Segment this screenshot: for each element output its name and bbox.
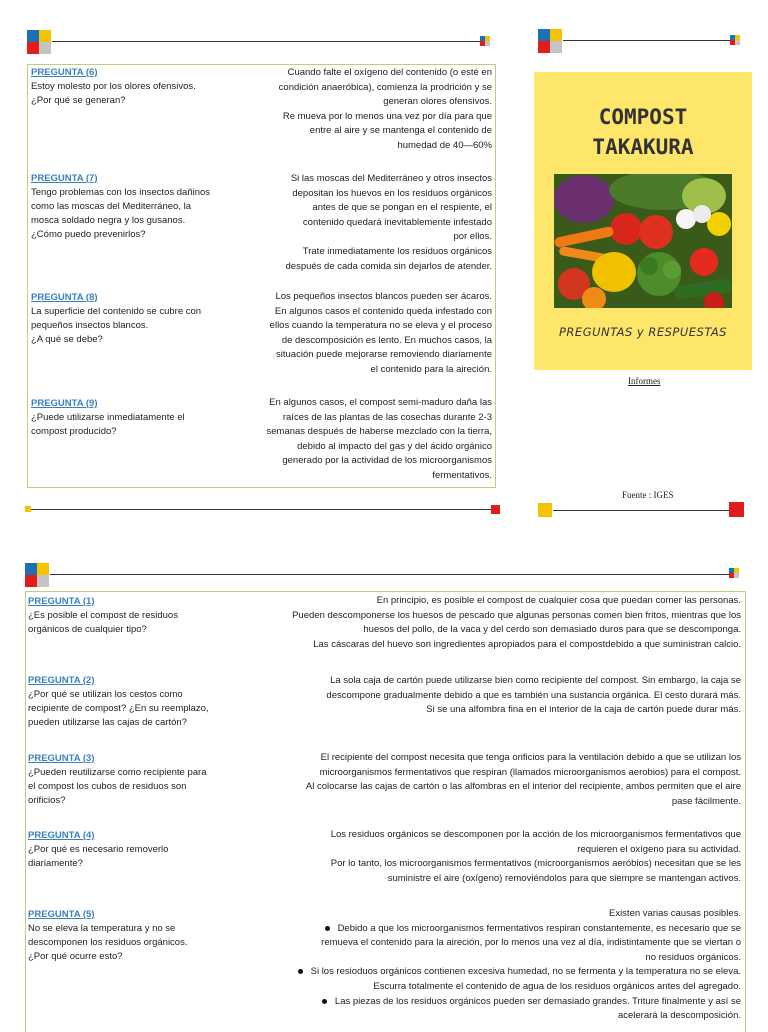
cover-footer-rule bbox=[553, 510, 729, 511]
cover-subtitle: PREGUNTAS y RESPUESTAS bbox=[559, 325, 727, 339]
answer-line: En algunos casos el contenido queda infestado con bbox=[274, 305, 492, 317]
answer-line: Los residuos orgánicos se descomponen por la acción de los microorganismos fermentativos que bbox=[330, 829, 741, 840]
question-text: orgánicos de cualquier tipo? bbox=[28, 624, 147, 635]
answer-line: condición anaeróbica), comienza la prodrición y se bbox=[278, 81, 492, 93]
question-text: No se eleva la temperatura y no se bbox=[28, 923, 176, 934]
deco-square-blue bbox=[27, 30, 39, 42]
cover-deco-yellow bbox=[550, 29, 562, 41]
cover-deco-blue bbox=[538, 29, 550, 41]
question-text: ¿Pueden reutilizarse como recipiente para bbox=[28, 767, 207, 778]
question-text: ¿A qué se debe? bbox=[31, 334, 103, 345]
question-text: ¿Cómo puedo prevenirlos? bbox=[31, 229, 146, 240]
answer-line: semanas después de haberse mezclado con la tierra, bbox=[266, 426, 492, 438]
answer-line: acelerará la descomposición. bbox=[617, 1010, 741, 1022]
answer-bullet bbox=[238, 995, 741, 1010]
question-8 bbox=[31, 291, 246, 347]
answer-line: huesos del pollo, de la vaca y del cerdo son demasiado duros para que se descomponga. bbox=[363, 624, 741, 636]
question-text: Estoy molesto por los olores ofensivos. bbox=[31, 81, 196, 92]
informes-link[interactable]: Informes bbox=[628, 376, 661, 386]
question-text: ¿Por qué es necesario removerlo bbox=[28, 844, 169, 855]
answer-line: Por lo tanto, los microorganismos fermentativos (microorganismos aeróbios) necesitan que se les bbox=[330, 858, 741, 870]
cover-panel bbox=[534, 72, 752, 370]
answer-line: depositan los huevos en los residuos orgánicos bbox=[292, 187, 492, 199]
answer-line: En algunos casos, el compost semi-maduro daña las bbox=[269, 397, 492, 408]
answer-line: El recipiente del compost necesita que tenga orificios para la ventilación debido a que se utilizan los bbox=[320, 752, 741, 763]
answer-line: situación puede mejorarse removiendo diariamente bbox=[276, 349, 492, 361]
question-text: pueden utilizarse las cajas de cartón? bbox=[28, 717, 187, 728]
question-text: como las moscas del Mediterráneo, la bbox=[31, 201, 191, 212]
answer-line: Pueden descomponerse los huesos de pescado que algunas personas comen bien fritos, mientras que los bbox=[292, 609, 741, 621]
page2-deco-yellow bbox=[37, 563, 49, 575]
cover-deco-red bbox=[538, 41, 550, 53]
answer-line: el contenido para la aireción. bbox=[370, 363, 492, 375]
question-label[interactable]: PREGUNTA (5) bbox=[28, 909, 95, 920]
answer-line: Escurra totalmente el contenido de agua de los residuos orgánicos antes del agregado. bbox=[373, 980, 741, 992]
cover-title-line: TAKAKURA bbox=[592, 135, 694, 159]
answer-line: por ellos. bbox=[453, 231, 492, 243]
question-text: Tengo problemas con los insectos dañinos bbox=[31, 187, 211, 198]
question-9 bbox=[31, 397, 246, 439]
question-text: ¿Es posible el compost de residuos bbox=[28, 610, 178, 621]
cover-footer-red bbox=[729, 502, 744, 517]
question-label[interactable]: PREGUNTA (9) bbox=[31, 398, 98, 409]
question-text: mosca soldado negra y los gusanos. bbox=[31, 215, 186, 226]
answer-line: fermentativos. bbox=[432, 469, 492, 481]
answer-8 bbox=[246, 290, 492, 378]
answer-line: Si las moscas del Mediterráneo y otros insectos bbox=[290, 173, 492, 184]
bullet-icon bbox=[322, 999, 327, 1004]
answer-line: pase fácilmente. bbox=[671, 795, 741, 807]
answer-line: requieren el oxígeno para su actividad. bbox=[577, 843, 741, 855]
answer-5 bbox=[238, 907, 741, 1024]
answer-line: generan olores ofensivos. bbox=[383, 96, 492, 108]
answer-line: entre al aire y se mantenga el contenido de bbox=[309, 125, 492, 137]
answer-line: después de cada comida sin dejarlos de atender. bbox=[285, 260, 492, 272]
cover-title-line: COMPOST bbox=[598, 105, 688, 129]
answer-line: Existen varias causas posibles. bbox=[608, 908, 741, 919]
question-label[interactable]: PREGUNTA (3) bbox=[28, 753, 95, 764]
answer-2 bbox=[238, 674, 741, 718]
answer-line: de descomposición es lento. En muchos casos, la bbox=[281, 334, 492, 346]
footer-rule bbox=[31, 509, 491, 510]
answer-line: La sola caja de cartón puede utilizarse bien como recipiente del compost. Sin embargo, la caja se bbox=[330, 675, 741, 686]
question-text: pequeños insectos blancos. bbox=[31, 320, 149, 331]
answer-line: debido al impacto del gas y del ácido orgánico bbox=[297, 440, 492, 452]
bullet-icon bbox=[298, 969, 303, 974]
answer-bullet bbox=[238, 922, 741, 937]
answer-line: Trate inmediatamente los residuos orgánicos bbox=[302, 245, 492, 257]
answer-line: suministre el aire (oxígeno) removiéndolos para que siempre se mantengan activos. bbox=[387, 872, 741, 884]
answer-bullet bbox=[238, 965, 741, 980]
answer-line: Las cáscaras del huevo son ingredientes apropiados para el compostdebido a que suministran calcio. bbox=[313, 638, 741, 650]
deco-square-grey bbox=[39, 42, 51, 54]
answer-line: ellos cuando la temperatura no se eleva y el proceso bbox=[269, 320, 492, 332]
question-text: compost producido? bbox=[31, 426, 117, 437]
question-text: ¿Puede utilizarse inmediatamente el bbox=[31, 412, 185, 423]
answer-line: no residuos orgánicos. bbox=[645, 951, 741, 963]
page2-deco-grey bbox=[37, 575, 49, 587]
answer-line: Si los resioduos orgánicos contienen excesiva humedad, no se fermenta y la temperatura no se eleva. bbox=[310, 966, 741, 978]
vegetables-image bbox=[554, 174, 732, 308]
answer-line: Al colocarse las cajas de cartón o las alfombras en el interior del recipiente, ambos permiten que el aire bbox=[305, 781, 741, 793]
question-text: ¿Por qué se generan? bbox=[31, 95, 126, 106]
deco-square-yellow bbox=[39, 30, 51, 42]
page2-mini-grey bbox=[734, 573, 739, 578]
deco-square-red bbox=[27, 42, 39, 54]
question-1 bbox=[28, 595, 240, 637]
bullet-icon bbox=[325, 926, 330, 931]
question-text: el compost los cubos de residuos son bbox=[28, 781, 187, 792]
deco-mini-grey bbox=[485, 41, 490, 46]
question-6 bbox=[31, 66, 246, 108]
question-text: diariamente? bbox=[28, 858, 83, 869]
question-text: recipiente de compost? ¿En su reemplazo, bbox=[28, 703, 209, 714]
question-label[interactable]: PREGUNTA (4) bbox=[28, 830, 95, 841]
answer-line: raíces de las plantas de las cosechas durante 2-3 bbox=[282, 411, 492, 423]
question-5 bbox=[28, 908, 240, 964]
answer-line: Las piezas de los residuos orgánicos pueden ser demasiado grandes. Triture finalmente y así se bbox=[334, 995, 741, 1007]
page2-deco-blue bbox=[25, 563, 37, 575]
answer-line: Re mueva por lo menos una vez por día para que bbox=[282, 110, 492, 122]
cover-mini-grey bbox=[735, 40, 740, 45]
answer-line: descompone gradualmente debido a que es también una sustancia orgánica. El cesto durará más. bbox=[326, 689, 741, 701]
page2-deco-red bbox=[25, 575, 37, 587]
question-3 bbox=[28, 752, 240, 808]
question-label[interactable]: PREGUNTA (7) bbox=[31, 173, 98, 184]
question-text: La superficie del contenido se cubre con bbox=[31, 306, 202, 317]
answer-3 bbox=[238, 751, 741, 809]
answer-line: antes de que se pongan en el respiente, el bbox=[312, 202, 492, 214]
answer-1 bbox=[238, 594, 741, 652]
answer-line: contenido quedará inevitablemente infestado bbox=[302, 216, 492, 228]
answer-7 bbox=[246, 172, 492, 274]
answer-line: Si se una alfombra fina en el interior de la caja de cartón puede durar más. bbox=[426, 704, 741, 716]
cover-header-rule bbox=[563, 40, 735, 41]
page2-header-rule bbox=[50, 574, 736, 575]
answer-9 bbox=[246, 396, 492, 484]
question-7 bbox=[31, 172, 246, 242]
question-4 bbox=[28, 829, 240, 871]
cover-deco-grey bbox=[550, 41, 562, 53]
answer-6 bbox=[246, 66, 492, 154]
answer-line: En principio, es posible el compost de cualquier cosa que puedan comer las personas. bbox=[376, 595, 741, 606]
question-text: orificios? bbox=[28, 795, 66, 806]
question-label[interactable]: PREGUNTA (6) bbox=[31, 67, 98, 78]
question-label[interactable]: PREGUNTA (8) bbox=[31, 292, 98, 303]
cover-title bbox=[534, 102, 752, 162]
question-label[interactable]: PREGUNTA (1) bbox=[28, 596, 95, 607]
source-label: Fuente : IGES bbox=[622, 490, 674, 500]
answer-line: generado por la actividad de los microorganismos bbox=[282, 455, 492, 467]
answer-line: remueva el contenido para la aireción, por lo menos una vez al día, indistintamente que se viertan o bbox=[321, 937, 741, 949]
deco-mini-red-bottom bbox=[491, 505, 500, 514]
question-text: descomponen los residuos orgánicos. bbox=[28, 937, 188, 948]
question-text: ¿Por qué ocurre esto? bbox=[28, 951, 123, 962]
question-2 bbox=[28, 674, 240, 730]
answer-line: Los pequeños insectos blancos pueden ser ácaros. bbox=[275, 291, 492, 302]
answer-line: humedad de 40—60% bbox=[397, 139, 492, 151]
question-label[interactable]: PREGUNTA (2) bbox=[28, 675, 95, 686]
cover-footer-yellow bbox=[538, 503, 552, 517]
header-rule bbox=[52, 41, 490, 42]
answer-line: Debido a que los microorganismos fermentativos respiran constantemente, es necesario que se bbox=[337, 922, 741, 934]
answer-line: Cuando falte el oxígeno del contenido (o esté en bbox=[287, 67, 492, 78]
answer-line: microorganismos fermentativos que respiran (llamados microorganismos aerobios) para el compost. bbox=[319, 766, 741, 778]
question-text: ¿Por qué se utilizan los cestos como bbox=[28, 689, 183, 700]
answer-4 bbox=[238, 828, 741, 886]
